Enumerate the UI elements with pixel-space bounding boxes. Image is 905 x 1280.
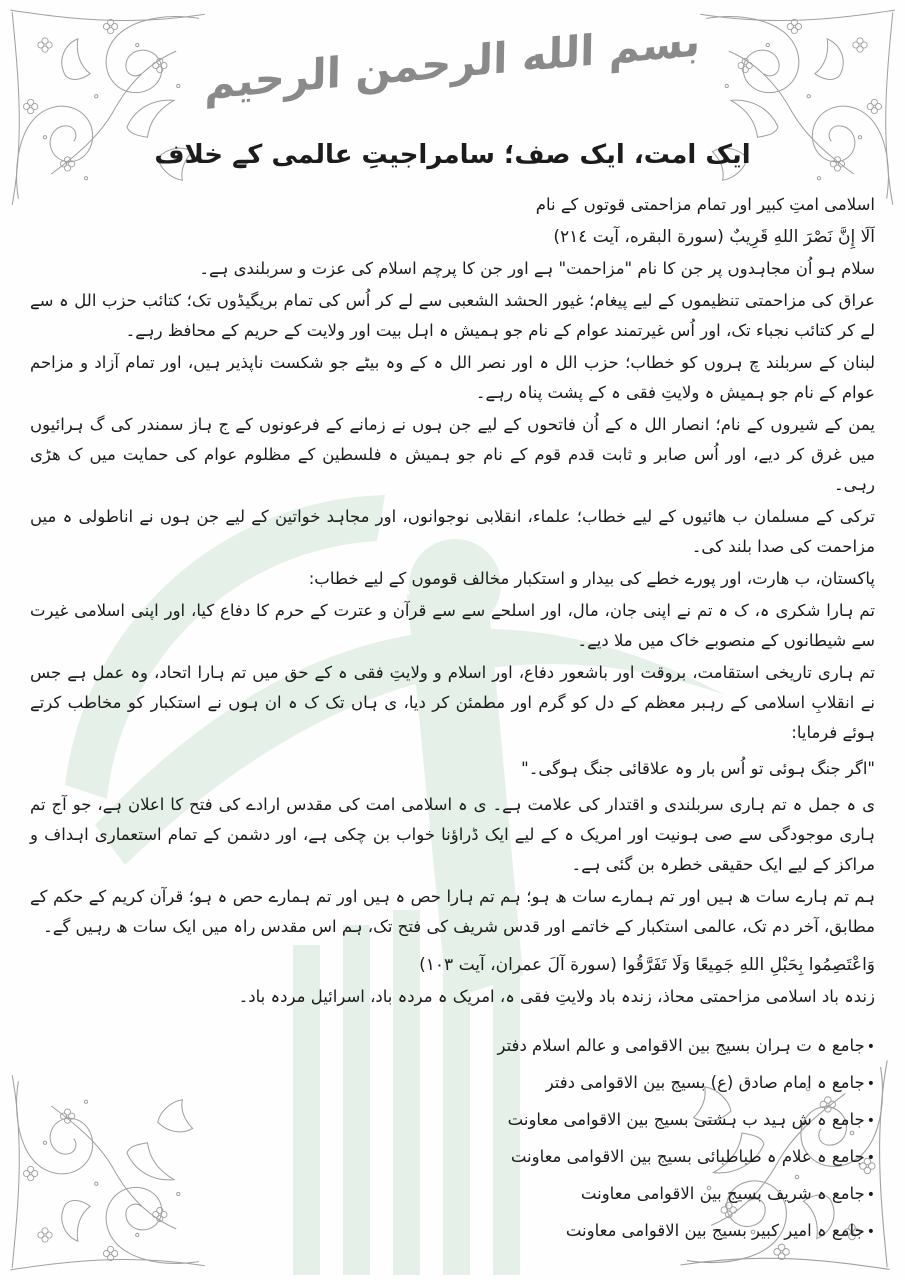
paragraph-steadfastness: تم ہاری تاریخی استقامت، بروقت اور باشعور دفاع، اور اسلام و ولایتِ فقی ہ کے حق میں تم ہارا اتحاد، وہ عمل ہے جس نے انقلابِ اسلامی کے رہبر معظم کے دل کو گرم اور مطمئن کر دیا، ی ہاں تک ک ہ ان ہوں نے استکبار کو مخاطب کرتے ہوئے فرمایا:	[30, 663, 875, 742]
page-title: ایک امت، ایک صف؛ سامراجیتِ عالمی کے خلاف	[154, 140, 751, 170]
list-item	[30, 1065, 875, 1102]
paragraph-together: ہم تم ہارے سات ھ ہیں اور تم ہمارے سات ھ ہو؛ ہم تم ہارا حص ہ ہیں اور تم ہمارے حص ہ ہو؛ قرآن کریم کے حکم کے مطابق، آخر دم تک، عالمی استکبار کے خاتمے اور قدس شریف کی فتح تک، ہم اس مقدس راہ میں ایک سات ھ رہیں گے۔	[30, 887, 875, 936]
paragraph-turkey: ترکی کے مسلمان ب ھائیوں کے لیے خطاب؛ علماء، انقلابی نوجوانوں، اور مجاہد خواتین کے لیے جن ہوں نے اناطولی ہ میں مزاحمت کی صدا بلند کی۔	[30, 507, 875, 556]
paragraph-declaration: ی ہ جمل ہ تم ہاری سربلندی و اقتدار کی علامت ہے۔ ی ہ اسلامی امت کی مقدس ارادے کی فتح کا اعلان ہے، جو آج تم ہاری موجودگی سے صی ہونیت اور امریک ہ کے لیے ایک ڈراؤنا خواب بن چکی ہے، اور دشمن کے تمام استعماری اہداف و مراکز کے لیے ایک حقیقی خطرہ بن گئی ہے۔	[30, 795, 875, 874]
list-item	[30, 1028, 875, 1065]
signatory-list	[30, 1028, 875, 1250]
paragraph-iraq: عراق کی مزاحمتی تنظیموں کے لیے پیغام؛ غیور الحشد الشعبی سے لے کر اُس کی تمام بریگیڈوں تک؛ کتائب حزب الل ہ سے لے کر کتائب نجباء تک، اور اُس غیرتمند عوام کے نام جو ہمیش ہ اہل بیت اور ولایت کے حریم کے محافظ رہے۔	[30, 291, 875, 340]
bullet-icon: •	[866, 1150, 875, 1166]
paragraph-yemen: یمن کے شیروں کے نام؛ انصار الل ہ کے اُن فاتحوں کے لیے جن ہوں نے زمانے کے فرعونوں کے ج ہاز سمندر کی گ ہرائیوں میں غرق کر دیے، اور اُس صابر و ثابت قدم قوم کے نام جو ہمیش ہ فلسطین کے مظلوم عوام کی حمایت میں ک ھڑی رہی۔	[30, 415, 875, 494]
quran-verse-baqarah: اَلَا إِنَّ نَصْرَ اللهِ قَرِيبٌ (سورة البقره، آیت ٢١٤)	[553, 227, 875, 247]
paragraph-thanks: تم ہارا شکری ہ، ک ہ تم نے اپنی جان، مال، اور اسلحے سے سے قرآن و عترت کے حرم کا دفاع کیا، اور اپنی اسلامی غیرت سے شیطانوں کے منصوبے خاک میں ملا دیے۔	[30, 601, 875, 650]
paragraph-lebanon: لبنان کے سربلند چ ہروں کو خطاب؛ حزب الل ہ اور نصر الل ہ کے وہ بیٹے جو شکست ناپذیر ہیں، اور تمام آزاد و مزاحم عوام کے نام جو ہمیش ہ ولایتِ فقی ہ کے پشت پناہ رہے۔	[30, 353, 875, 402]
salutation-line: اسلامی امتِ کبیر اور تمام مزاحمتی قوتوں کے نام	[535, 195, 875, 214]
bullet-icon: •	[866, 1187, 875, 1203]
list-item	[30, 1139, 875, 1176]
quran-verse-imran: وَاعْتَصِمُوا بِحَبْلِ اللهِ جَمِيعًا وَلَا تَفَرَّقُوا (سورة آلَ عمران، آیت ۱۰۳)	[419, 955, 875, 975]
list-item-label: جامع ہ شریف بسیج بین الاقوامی معاونت	[580, 1184, 865, 1203]
bullet-icon: •	[866, 1039, 875, 1055]
greeting-line: سلام ہو اُن مجاہدوں پر جن کا نام "مزاحمت" ہے اور جن کا پرچم اسلام کی عزت و سربلندی ہے۔	[199, 259, 875, 278]
bullet-icon: •	[866, 1076, 875, 1092]
list-item-label: جامع ہ ت ہران بسیج بین الاقوامی و عالم اسلام دفتر	[497, 1036, 865, 1055]
list-item-label: جامع ہ امیر کبیر بسیج بین الاقوامی معاونت	[565, 1221, 865, 1240]
list-item	[30, 1176, 875, 1213]
list-item	[30, 1102, 875, 1139]
leader-quote: "اگر جنگ ہوئی تو اُس بار وہ علاقائی جنگ ہوگی۔"	[521, 759, 875, 778]
list-item-label: جامع ہ علام ہ طباطبائی بسیج بین الاقوامی معاونت	[510, 1147, 865, 1166]
bullet-icon: •	[866, 1224, 875, 1240]
list-item-label: جامع ہ امام صادق (ع) بسیج بین الاقوامی دفتر	[545, 1073, 865, 1092]
paragraph-pakistan-heading: پاکستان، ب ھارت، اور پورے خطے کی بیدار و استکبار مخالف قوموں کے لیے خطاب:	[308, 569, 875, 588]
list-item-label: جامع ہ ش ہید ب ہشتی بسیج بین الاقوامی معاونت	[507, 1110, 865, 1129]
list-item	[30, 1213, 875, 1250]
slogan-line: زندہ باد اسلامی مزاحمتی محاذ، زندہ باد ولایتِ فقی ہ، امریک ہ مردہ باد، اسرائیل مردہ باد۔	[238, 987, 875, 1006]
bullet-icon: •	[866, 1113, 875, 1129]
bismillah-calligraphy: بسم الله الرحمن الرحیم	[204, 16, 701, 109]
